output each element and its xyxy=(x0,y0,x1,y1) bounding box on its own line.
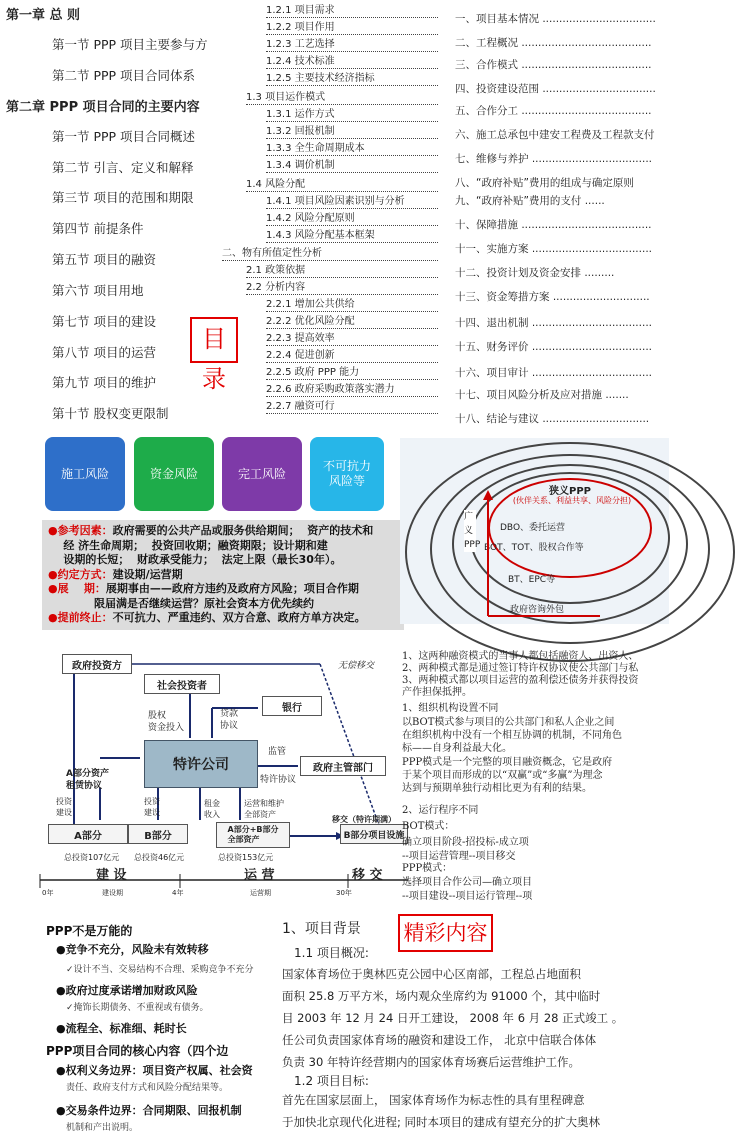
note-value: 设期的长短； 财政承受能力； 法定上限（最长30年）。 xyxy=(48,553,342,566)
ring-label-bt: BT、EPC等 xyxy=(508,575,556,585)
limit-item: ●流程全、标准细、耗时长 xyxy=(56,1022,187,1035)
year-0: 0年 xyxy=(42,889,54,897)
toc-item: 2.2.6 政府采购政策落实潜力 xyxy=(266,383,438,397)
chapter-1-title: 第一章 总 则 xyxy=(6,8,81,23)
toc-section: 第九节 项目的维护 xyxy=(52,375,156,390)
toc-item: 一、项目基本情况 .................................. xyxy=(455,13,656,25)
inv-a-label: 总投资107亿元 xyxy=(64,853,120,862)
broad-ppp-label: 广义PPP xyxy=(464,512,481,550)
part-b-facility-box: B部分项目设施 xyxy=(340,824,408,844)
ring-label-dbo: DBO、委托运营 xyxy=(500,523,566,533)
franchise-company-box: 特许公司 xyxy=(144,740,258,788)
toc-item: 1.4.2 风险分配原则 xyxy=(266,212,438,226)
risk-box: 完工风险 xyxy=(222,437,302,511)
limit-item: 责任、政府支付方式和风险分配结果等。 xyxy=(66,1083,229,1093)
arrow-icon xyxy=(400,438,669,624)
comparison-line: --项目运营管理--项目移交 xyxy=(402,851,516,862)
toc-item: 七、维修与养护 .................................... xyxy=(455,153,652,165)
comparison-line: 3、两种模式都以项目运营的盈利偿还债务并获得投资 xyxy=(402,675,639,686)
build-period: 建设期 xyxy=(102,889,123,897)
toc-item: 1.4.3 风险分配基本框架 xyxy=(266,229,438,243)
comparison-line: 在组织机构中没有一个相互协调的机制，不同角色 xyxy=(402,730,622,741)
toc-item: 十、保障措施 ....................................... xyxy=(455,219,652,231)
note-key: ●展 期： xyxy=(48,582,106,595)
phase-operate: 运 营 xyxy=(244,868,275,883)
part-ab-box: A部分+B部分 全部资产 xyxy=(216,822,290,848)
limit-item: ●竞争不充分，风险未有效转移 xyxy=(56,943,209,956)
note-key: ●提前终止： xyxy=(48,611,113,624)
equity-label: 股权 资金投入 xyxy=(148,711,185,733)
toc-item: 六、施工总承包中建安工程费及工程款支付 xyxy=(455,129,655,141)
note-key: ●参考因素： xyxy=(48,524,113,537)
toc-section: 第二节 引言、定义和解释 xyxy=(52,160,194,175)
narrow-ppp-label: 狭义PPP xyxy=(549,486,591,497)
toc-section: 第八节 项目的运营 xyxy=(52,345,156,360)
note-row xyxy=(48,568,398,583)
toc-item: 1.2.5 主要技术经济指标 xyxy=(266,72,438,86)
gov-investor-box: 政府投资方 xyxy=(62,654,132,674)
note-value: 展期事由——政府方违约及政府方风险；项目合作期 xyxy=(105,582,359,595)
year-4: 4年 xyxy=(172,889,184,897)
inv-b-label: 总投资46亿元 xyxy=(134,853,185,862)
bank-box: 银行 xyxy=(262,696,322,716)
supervise-label: 监管 xyxy=(268,747,287,757)
invest-b-label: 投资 建设 xyxy=(144,797,160,817)
invest-a-label: 投资 建设 xyxy=(56,797,72,817)
toc-item: 十八、结论与建议 ................................ xyxy=(455,413,650,425)
paragraph-line: 面积 25.8 万平方米，场内观众坐席约为 91000 个，其中临时 xyxy=(282,989,601,1003)
toc-item: 十一、实施方案 .................................... xyxy=(455,243,652,255)
op-period: 运营期 xyxy=(250,889,271,897)
subsection-1-2: 1.2 项目目标: xyxy=(294,1074,369,1088)
toc-section: 第三节 项目的范围和期限 xyxy=(52,190,194,205)
comparison-line: 选择项目合作公司—确立项目 xyxy=(402,877,532,888)
toc-item: 1.2.3 工艺选择 xyxy=(266,38,438,52)
comparison-line: PPP模式： xyxy=(402,863,453,874)
toc-item: 2.2.2 优化风险分配 xyxy=(266,315,438,329)
comparison-line: 达到与预期单独行动相比更为有利的结果。 xyxy=(402,783,592,794)
note-row xyxy=(48,539,398,554)
toc-item: 十三、资金筹措方案 ............................. xyxy=(455,291,650,303)
section-title: 1、项目背景 xyxy=(282,921,361,937)
toc-section: 第四节 前提条件 xyxy=(52,221,144,236)
toc-item: 1.4 风险分配 xyxy=(246,178,438,192)
subsection-1-1: 1.1 项目概况: xyxy=(294,946,369,960)
note-value: 经 济生命周期； 投资回收期；融资期限；设计期和建 xyxy=(48,538,328,552)
comparison-line: 2、两种模式都是通过签订特许权协议使公共部门与私 xyxy=(402,663,639,674)
toc-item: 二、工程概况 ....................................... xyxy=(455,37,652,49)
toc-section: 第五节 项目的融资 xyxy=(52,252,156,267)
gov-dept-box: 政府主管部门 xyxy=(300,756,386,776)
chapter-2-title: 第二章 PPP 项目合同的主要内容 xyxy=(6,100,200,115)
finance-flow-diagram xyxy=(40,648,408,900)
toc-item: 1.2.4 技术标准 xyxy=(266,55,438,69)
toc-item: 2.2.1 增加公共供给 xyxy=(266,298,438,312)
limit-item: ✓掩饰长期债务、不重视或有债务。 xyxy=(66,1003,209,1013)
toc-item: 十二、投资计划及资金安排 ......... xyxy=(455,267,615,279)
ring-label-consult: 政府咨询外包 xyxy=(510,605,565,615)
narrow-ppp-sub: (伙伴关系、利益共享、风险分担) xyxy=(512,496,632,505)
toc-item: 1.3.2 回报机制 xyxy=(266,125,438,139)
toc-item: 2.2 分析内容 xyxy=(246,281,438,295)
risk-box: 资金风险 xyxy=(134,437,214,511)
toc-section: 第六节 项目用地 xyxy=(52,283,144,298)
ring-label-bot: BOT、TOT、股权合作等 xyxy=(484,543,584,553)
toc-item: 四、投资建设范围 .................................. xyxy=(455,83,656,95)
mulu-stamp: 目录 xyxy=(190,317,238,363)
toc-item: 十四、退出机制 .................................... xyxy=(455,317,652,329)
phase-build: 建 设 xyxy=(96,868,127,883)
toc-item: 十六、项目审计 .................................... xyxy=(455,367,652,379)
toc-item: 八、“政府补贴”费用的组成与确定原则 xyxy=(455,177,634,189)
jingcai-stamp: 精彩内容 xyxy=(398,914,493,952)
toc-item: 1.4.1 项目风险因素识别与分析 xyxy=(266,195,438,209)
limit-item: ●权利义务边界：项目资产权属、社会资 xyxy=(56,1064,253,1077)
comparison-line: 1、组织机构设置不同 xyxy=(402,703,499,714)
paragraph-line: 于加快北京现代化进程; 同时本项目的建成有望充分的扩大奥林 xyxy=(282,1115,601,1129)
part-b-box: B部分 xyxy=(128,824,188,844)
comparison-line: PPP模式是一个完整的项目融资概念，它是政府 xyxy=(402,757,613,768)
toc-section: 第七节 项目的建设 xyxy=(52,314,156,329)
note-row xyxy=(48,582,398,597)
comparison-line: 确立项目阶段-招投标-成立项 xyxy=(402,837,529,848)
toc-item: 九、“政府补贴”费用的支付 ...... xyxy=(455,195,605,207)
loan-label: 贷款 协议 xyxy=(220,709,239,731)
toc-item: 1.3.1 运作方式 xyxy=(266,108,438,122)
inv-total-label: 总投资153亿元 xyxy=(218,853,274,862)
toc-section: 第二节 PPP 项目合同体系 xyxy=(52,68,196,83)
note-value: 政府需要的公共产品或服务供给期间； 资产的技术和 xyxy=(112,524,374,537)
lease-label: A部分资产 租赁协议 xyxy=(66,769,109,791)
franchise-label: 特许协议 xyxy=(260,775,297,785)
toc-item: 2.1 政策依据 xyxy=(246,264,438,278)
part-a-box: A部分 xyxy=(48,824,128,844)
limit-item: ●交易条件边界：合同期限、回报机制 xyxy=(56,1104,242,1117)
note-value: 限届满是否继续运营？原社会资本方优先续约 xyxy=(48,596,314,610)
risk-box: 施工风险 xyxy=(45,437,125,511)
phase-transfer: 移 交 xyxy=(352,868,383,883)
paragraph-line: 国家体育场位于奥林匹克公园中心区南部，工程总占地面积 xyxy=(282,967,581,981)
toc-section: 第十节 股权变更限制 xyxy=(52,406,169,421)
toc-item: 2.2.5 政府 PPP 能力 xyxy=(266,366,438,380)
comparison-line: 1、这两种融资模式的当事人都包括融资人、出资人、 xyxy=(402,651,639,662)
year-30: 30年 xyxy=(336,889,352,897)
limit-item: 机制和产出说明。 xyxy=(66,1123,139,1133)
toc-item: 十五、财务评价 .................................... xyxy=(455,341,652,353)
toc-item: 2.2.7 融资可行 xyxy=(266,400,438,414)
limit-item: PPP不是万能的 xyxy=(46,924,133,938)
toc-section: 第一节 PPP 项目主要参与方 xyxy=(52,37,208,52)
op-label: 运营和维护 全部资产 xyxy=(244,799,284,819)
limit-item: ●政府过度承诺增加财政风险 xyxy=(56,984,198,997)
toc-item: 1.2.2 项目作用 xyxy=(266,21,438,35)
note-row xyxy=(48,524,398,539)
limit-item: PPP项目合同的核心内容（四个边 xyxy=(46,1044,229,1058)
comparison-line: 产作担保抵押。 xyxy=(402,687,472,698)
paragraph-line: 任公司负责国家体育场的融资和建设工作， 北京中信联合体体 xyxy=(282,1033,597,1047)
social-investor-box: 社会投资者 xyxy=(144,674,220,694)
note-row xyxy=(48,597,398,612)
toc-item: 2.2.4 促进创新 xyxy=(266,349,438,363)
ppp-scope-diagram xyxy=(400,438,669,624)
paragraph-line: 首先在国家层面上， 国家体育场作为标志性的具有里程碑意 xyxy=(282,1093,585,1107)
note-row xyxy=(48,553,398,568)
toc-item: 1.3.4 调价机制 xyxy=(266,159,438,173)
note-value: 建设期/运营期 xyxy=(112,567,183,581)
toc-item: 十七、项目风险分析及应对措施 ....... xyxy=(455,389,629,401)
note-row xyxy=(48,611,398,626)
limit-item: ✓设计不当、交易结构不合理、采购竞争不充分 xyxy=(66,965,254,975)
comparison-line: BOT模式： xyxy=(402,821,455,832)
paragraph-line: 目 2003 年 12 月 24 日开工建设， 2008 年 6 月 28 正式竣工 。 xyxy=(282,1011,624,1025)
toc-item: 二、物有所值定性分析 xyxy=(222,247,438,261)
comparison-line: 于某个项目而形成的以“双赢”或“多赢”为理念 xyxy=(402,770,603,781)
comparison-line: 2、运行程序不同 xyxy=(402,805,479,816)
toc-item: 1.2.1 项目需求 xyxy=(266,4,438,18)
risk-box: 不可抗力 风险等 xyxy=(310,437,384,511)
toc-section: 第一节 PPP 项目合同概述 xyxy=(52,129,196,144)
comparison-line: 标——自身利益最大化。 xyxy=(402,743,512,754)
comparison-line: --项目建设--项目运行管理--项 xyxy=(402,891,533,902)
transfer-label: 移交（特许期满） xyxy=(332,815,396,824)
toc-item: 五、合作分工 ....................................... xyxy=(455,105,652,117)
contract-term-notes xyxy=(42,520,404,630)
toc-item: 1.3.3 全生命周期成本 xyxy=(266,142,438,156)
note-value: 不可抗力、严重违约、双方合意、政府方单方决定。 xyxy=(112,611,366,624)
toc-item: 2.2.3 提高效率 xyxy=(266,332,438,346)
toc-item: 三、合作模式 ....................................... xyxy=(455,59,652,71)
toc-item: 1.3 项目运作模式 xyxy=(246,91,438,105)
rent-label: 租金 收入 xyxy=(204,799,220,819)
comparison-line: 以BOT模式参与项目的公共部门和私人企业之间 xyxy=(402,717,615,728)
free-transfer-label: 无偿移交 xyxy=(338,661,375,671)
paragraph-line: 负责 30 年特许经营期内的国家体育场赛后运营维护工作。 xyxy=(282,1055,580,1069)
note-key: ●约定方式： xyxy=(48,567,113,581)
